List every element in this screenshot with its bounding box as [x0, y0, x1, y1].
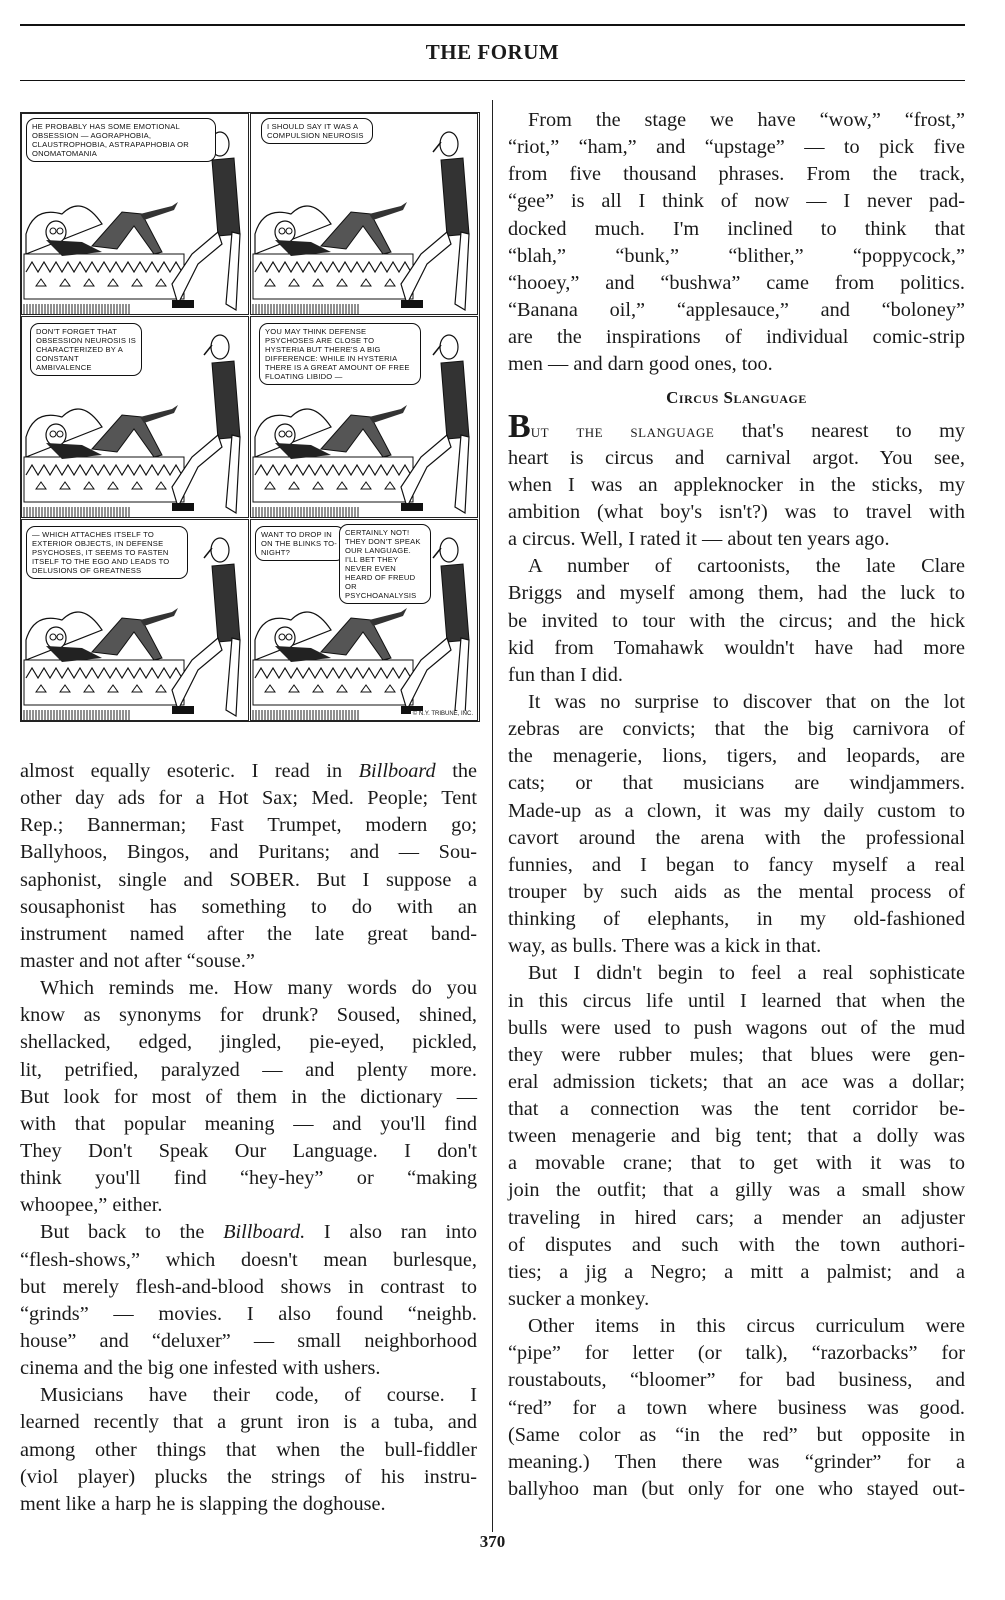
- text-line: ment like a harp he is slapping the doghouse.: [20, 1492, 386, 1515]
- text-run: almost equally esoteric. I read in: [20, 760, 359, 782]
- text-line: learned recently that a grunt iron is a tuba, and: [20, 1411, 477, 1434]
- comic-drawing: [251, 114, 478, 315]
- text-line: It was no surprise to discover that on the lot: [528, 690, 965, 713]
- text-line: (Same color as “in the red” but opposite in: [508, 1423, 965, 1446]
- text-line: trouper by such aids as the mental process of: [508, 880, 965, 903]
- speech-bubble: — WHICH ATTACHES ITSELF TO EXTERIOR OBJECTS, IN DEFENSE PSYCHOSES, IT SEEMS TO FASTEN ITSELF TO THE EGO AND LEADS TO DELUSIONS OF GREATNESS: [26, 526, 188, 579]
- text-line: cinema and the big one infested with ushers.: [20, 1357, 381, 1380]
- comic-panel: [250, 316, 478, 518]
- text-line: a movable crane; that to get with it was to: [508, 1152, 965, 1175]
- text-line: with that popular meaning — and you'll find: [20, 1112, 477, 1135]
- text-line: A number of cartoonists, the late Clare: [528, 555, 965, 578]
- text-line: whoopee,” either.: [20, 1194, 163, 1217]
- comic-strip: [20, 112, 480, 722]
- running-head: THE FORUM: [425, 40, 560, 64]
- text-line: join the outfit; that a gilly was a small show: [508, 1179, 965, 1202]
- text-line: are the inspirations of individual comic-strip: [508, 326, 965, 349]
- text-line: “grinds” — movies. I also found “neighb.: [20, 1302, 477, 1325]
- text-line: among other things that when the bull-fiddler: [20, 1438, 477, 1461]
- text-line: be invited to tour with the circus; and the hick: [508, 609, 965, 632]
- text-line: “red” for a town where business was good.: [508, 1396, 965, 1419]
- text-line: in this circus life until I learned that when the: [508, 989, 965, 1012]
- text-line: but merely flesh-and-blood shows in contrast to: [20, 1275, 477, 1298]
- text-line: [20, 1219, 477, 1246]
- text-line: Musicians have their code, of course. I: [40, 1384, 477, 1407]
- text-line: “Banana oil,” “applesauce,” and “boloney”: [508, 298, 965, 321]
- text-run: that's nearest to my: [714, 419, 966, 442]
- text-line: thinking of elephants, in my old-fashioned: [508, 908, 965, 931]
- text-line: funnies, and I began to fancy myself a real: [508, 853, 965, 876]
- text-line: But I didn't begin to feel a real sophisticate: [528, 962, 965, 985]
- text-line: eral admission tickets; that an ace was a dollar;: [508, 1070, 965, 1093]
- comic-panel: [21, 519, 249, 721]
- text-line: Briggs and myself among them, had the luck to: [508, 582, 965, 605]
- text-line: sousaphonist has something to do with an: [20, 895, 477, 918]
- text-run: the: [435, 760, 477, 782]
- text-line: from five thousand phrases. From the track,: [508, 163, 965, 186]
- text-line: From the stage we have “wow,” “frost,”: [528, 109, 965, 131]
- text-line: [508, 407, 966, 445]
- text-line: know as synonyms for drunk? Soused, shined,: [20, 1004, 477, 1027]
- text-run: I also ran into: [305, 1221, 477, 1244]
- text-line: Which reminds me. How many words do you: [40, 977, 477, 1000]
- text-line: fun than I did.: [508, 663, 623, 686]
- drop-cap: B: [508, 407, 531, 445]
- text-line: Made-up as a clown, it was my daily custom to: [508, 799, 965, 822]
- text-line: [20, 758, 477, 785]
- page-number: 370: [479, 1532, 506, 1551]
- text-line: “gee” is all I think of now — I never pad-: [508, 190, 965, 213]
- speech-bubble: HE PROBABLY HAS SOME EMOTIONAL OBSESSION — AGORAPHOBIA, CLAUSTROPHOBIA, ASTRAPAPHOBIA OR ONOMATOMANIA: [26, 118, 216, 162]
- text-line: (viol player) plucks the strings of his instru-: [20, 1465, 477, 1488]
- top-rule: [20, 24, 965, 26]
- text-line: that a connection was the tent corridor be-: [508, 1098, 965, 1121]
- text-line: a circus. Well, I rated it — about ten years ago.: [508, 528, 890, 551]
- text-line: They Don't Speak Our Language. I don't: [20, 1139, 477, 1162]
- speech-bubble: WANT TO DROP IN ON THE BLINKS TO-NIGHT?: [255, 526, 345, 561]
- text-line: ambition (what boy's isn't?) was to travel with: [508, 500, 965, 523]
- text-line: sucker a monkey.: [508, 1288, 650, 1311]
- text-line: when I was an appleknocker in the sticks, my: [508, 473, 965, 496]
- speech-bubble: DON'T FORGET THAT OBSESSION NEUROSIS IS CHARACTERIZED BY A CONSTANT AMBIVALENCE: [30, 323, 142, 376]
- text-line: cats; or that musicians are windjammers.: [508, 772, 965, 795]
- text-line: “flesh-shows,” which doesn't mean burlesque,: [20, 1248, 477, 1271]
- right-column: [508, 107, 965, 1503]
- comic-panel: [21, 316, 249, 518]
- text-line: house” and “deluxer” — small neighborhood: [20, 1329, 477, 1352]
- text-line: ties; a jig a Negro; a mitt a palmist; and a: [508, 1260, 965, 1283]
- small-caps-lead: ut the slanguage: [530, 420, 715, 441]
- speech-bubble: YOU MAY THINK DEFENSE PSYCHOSES ARE CLOSE TO HYSTERIA BUT THERE'S A BIG DIFFERENCE: WHILE IN HYSTERIA THERE IS A GREAT AMOUNT OF FREE FLOATING LIBIDO —: [259, 323, 421, 385]
- comic-panel: [21, 113, 249, 315]
- text-line: ballyhoo man (but only for one who stayed out-: [508, 1478, 965, 1501]
- comic-copyright: © N.Y. TRIBUNE, INC.: [412, 711, 473, 717]
- speech-bubble: I SHOULD SAY IT WAS A COMPULSION NEUROSIS: [261, 118, 373, 144]
- text-line: roustabouts, “bloomer” for bad business, and: [508, 1369, 965, 1392]
- text-line: lit, petrified, paralyzed — and plenty more.: [20, 1058, 477, 1081]
- text-line: think you'll find “hey-hey” or “making: [20, 1167, 477, 1190]
- text-line: “blah,” “bunk,” “blither,” “poppycock,”: [508, 244, 965, 267]
- text-line: other day ads for a Hot Sax; Med. People; Tent: [20, 787, 477, 810]
- text-line: Rep.; Bannerman; Fast Trumpet, modern go;: [20, 814, 477, 837]
- header-rule: [20, 80, 965, 81]
- column-divider: [492, 100, 493, 1532]
- italic-title: Billboard: [358, 760, 436, 782]
- comic-panel: [250, 519, 478, 721]
- speech-bubble: CERTAINLY NOT! THEY DON'T SPEAK OUR LANGUAGE. I'LL BET THEY NEVER EVEN HEARD OF FREUD OR PSYCHOANALYSIS: [339, 524, 431, 604]
- text-line: Ballyhoos, Bingos, and Puritans; and — Sou-: [20, 841, 477, 864]
- text-line: men — and darn good ones, too.: [508, 353, 773, 376]
- text-line: heart is circus and carnival argot. You see,: [508, 446, 965, 469]
- text-line: meaning.) Then there was “grinder” for a: [508, 1450, 965, 1473]
- text-line: master and not after “souse.”: [20, 949, 255, 972]
- left-column: [20, 758, 477, 1518]
- text-line: zebras are convicts; that the big carnivora of: [508, 718, 965, 741]
- text-line: cavort around the arena with the professional: [508, 826, 965, 849]
- text-line: instrument named after the late great band-: [20, 922, 477, 945]
- comic-panel: [250, 113, 478, 315]
- text-line: But look for most of them in the dictionary —: [20, 1085, 477, 1108]
- text-line: they were rubber mules; that blues were gen-: [508, 1043, 965, 1066]
- text-line: Other items in this circus curriculum were: [528, 1315, 965, 1338]
- text-line: saphonist, single and SOBER. But I suppose a: [20, 868, 477, 891]
- text-run: But back to the: [40, 1221, 224, 1244]
- section-heading: Circus Slanguage: [666, 388, 807, 408]
- text-line: shellacked, edged, jingled, pie-eyed, pickled,: [20, 1031, 477, 1054]
- text-line: tween menagerie and big tent; that a dolly was: [508, 1125, 965, 1148]
- text-line: “hooey,” and “bushwa” came from politics.: [508, 271, 965, 294]
- text-line: traveling in hired cars; a mender an adjuster: [508, 1206, 965, 1229]
- text-line: way, as bulls. There was a kick in that.: [508, 935, 822, 958]
- text-line: docked much. I'm inclined to think that: [508, 217, 965, 240]
- text-line: bulls were used to push wagons out of the mud: [508, 1016, 965, 1039]
- text-line: of disputes and such with the town authori-: [508, 1233, 965, 1256]
- italic-title: Billboard.: [223, 1221, 306, 1244]
- text-line: the menagerie, lions, tigers, and leopards, are: [508, 745, 965, 768]
- text-line: kid from Tomahawk wouldn't have had more: [508, 636, 965, 659]
- text-line: “pipe” for letter (or talk), “razorbacks” for: [508, 1342, 965, 1365]
- text-line: “riot,” “ham,” and “upstage” — to pick five: [508, 136, 965, 159]
